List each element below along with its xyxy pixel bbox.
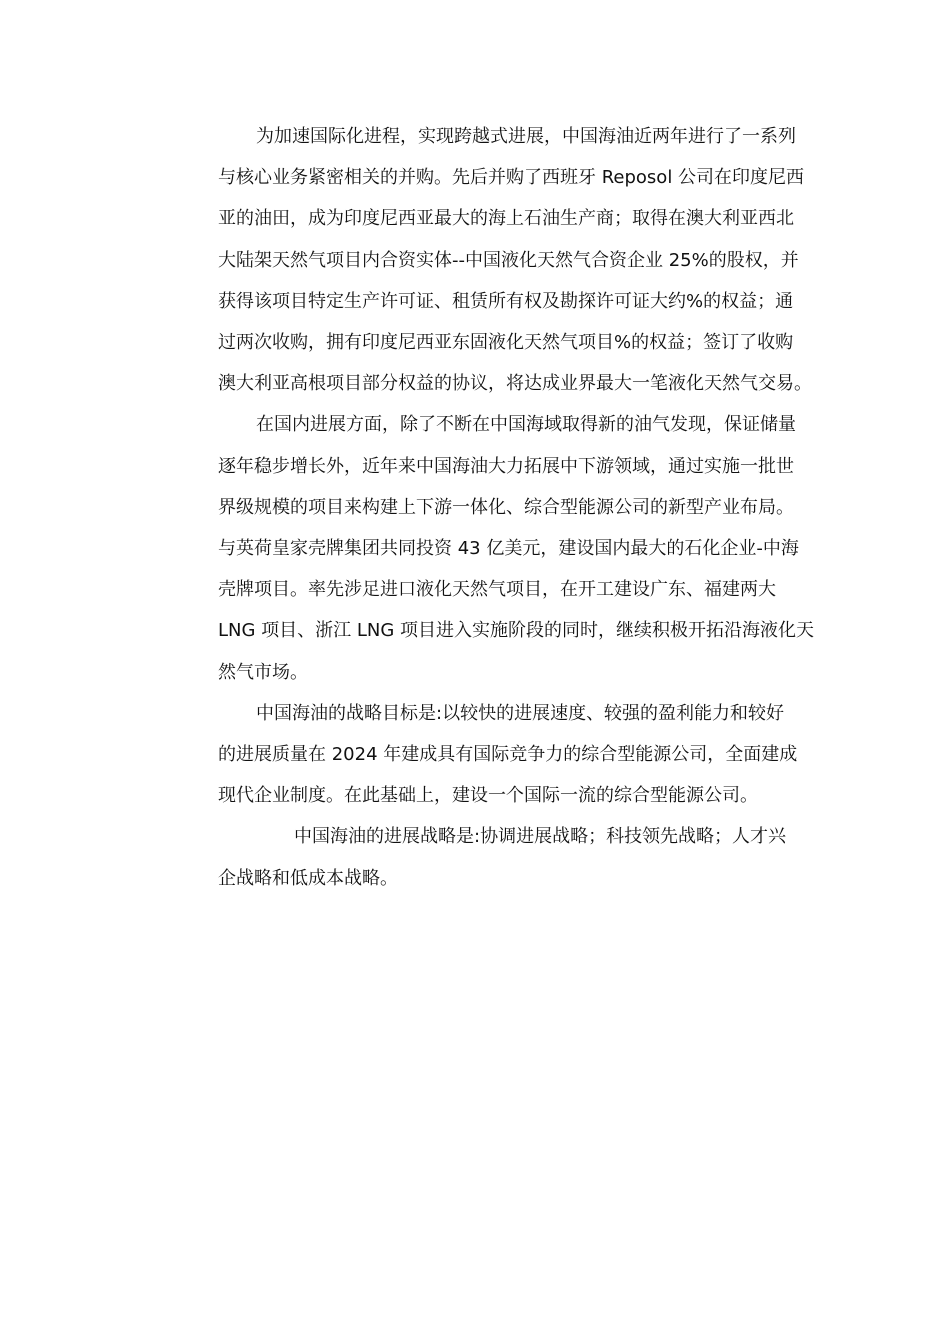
paragraph-line: 与英荷皇家壳牌集团共同投资 43 亿美元，建设国内最大的石化企业-中海: [218, 538, 799, 560]
paragraph-line: 与核心业务紧密相关的并购。先后并购了西班牙 Reposol 公司在印度尼西: [218, 167, 805, 189]
paragraph-line: 的进展质量在 2024 年建成具有国际竞争力的综合型能源公司，全面建成: [218, 744, 798, 766]
paragraph-line: 为加速国际化进程，实现跨越式进展，中国海油近两年进行了一系列: [256, 126, 796, 147]
paragraph-line: 界级规模的项目来构建上下游一体化、综合型能源公司的新型产业布局。: [218, 496, 794, 518]
paragraph-development-strategy: [218, 816, 843, 898]
document-body: [218, 116, 843, 899]
paragraph-line: 获得该项目特定生产许可证、租赁所有权及勘探许可证大约%的权益；通: [218, 290, 794, 312]
paragraph-line: 企战略和低成本战略。: [218, 867, 398, 889]
paragraph-international-expansion: [218, 116, 843, 404]
paragraph-line: 壳牌项目。率先涉足进口液化天然气项目，在开工建设广东、福建两大: [218, 579, 776, 601]
paragraph-line: 大陆架天然气项目内合资实体--中国液化天然气合资企业 25%的股权，并: [218, 249, 799, 271]
paragraph-line: 澳大利亚高根项目部分权益的协议，将达成业界最大一笔液化天然气交易。: [218, 373, 812, 395]
paragraph-line: LNG 项目、浙江 LNG 项目进入实施阶段的同时，继续积极开拓沿海液化天: [218, 620, 815, 642]
paragraph-line: 在国内进展方面，除了不断在中国海域取得新的油气发现，保证储量: [256, 414, 796, 436]
paragraph-line: 逐年稳步增长外，近年来中国海油大力拓展中下游领域，通过实施一批世: [218, 455, 794, 477]
paragraph-strategic-goal: [218, 693, 843, 817]
paragraph-domestic-development: [218, 404, 843, 692]
paragraph-line: 然气市场。: [218, 661, 308, 683]
paragraph-line: 现代企业制度。在此基础上，建设一个国际一流的综合型能源公司。: [218, 785, 758, 807]
paragraph-line: 亚的油田，成为印度尼西亚最大的海上石油生产商；取得在澳大利亚西北: [218, 208, 794, 230]
paragraph-line: 中国海油的进展战略是:协调进展战略；科技领先战略；人才兴: [294, 826, 787, 848]
paragraph-line: 中国海油的战略目标是:以较快的进展速度、较强的盈利能力和较好: [256, 702, 785, 724]
paragraph-line: 过两次收购，拥有印度尼西亚东固液化天然气项目%的权益；签订了收购: [218, 332, 794, 354]
